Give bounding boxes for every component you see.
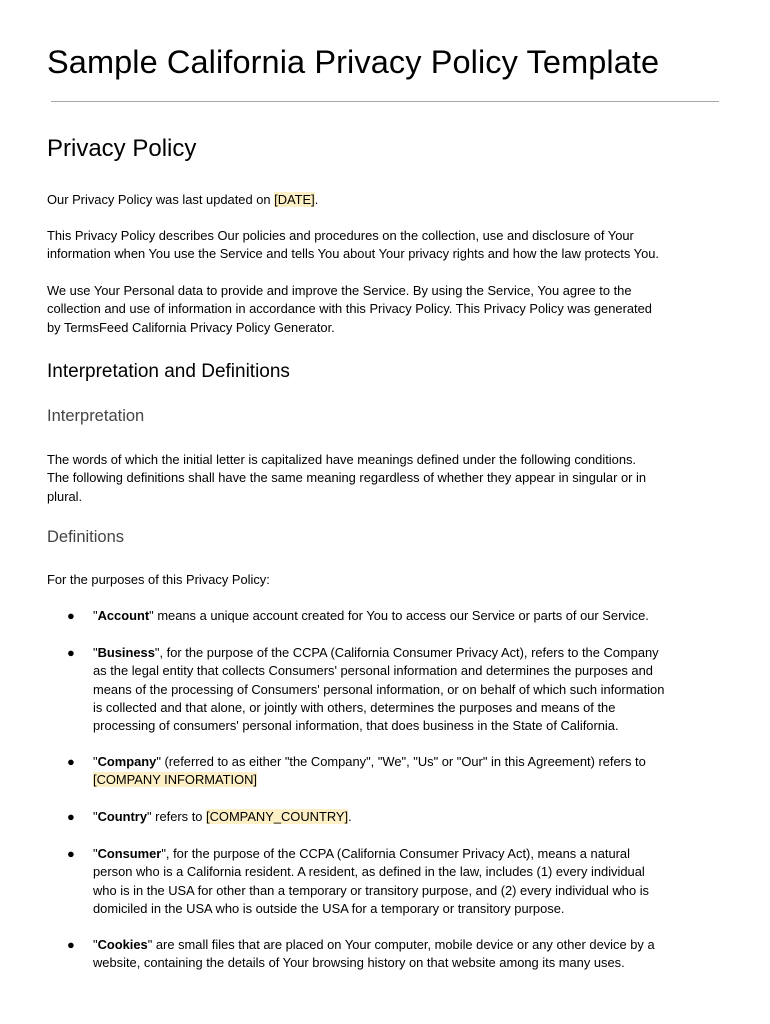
privacy-policy-heading: Privacy Policy xyxy=(47,135,197,162)
bullet-icon: ● xyxy=(67,645,75,660)
usage-line: We use Your Personal data to provide and improve the Service. By using the Service, You agree to the xyxy=(47,283,632,298)
intro-line: information when You use the Service and tells You about Your privacy rights and how the law protects You. xyxy=(47,246,659,262)
definition-line: person who is a California resident. A resident, as defined in the law, includes (1) every individual xyxy=(93,864,645,880)
intro-line: This Privacy Policy describes Our policies and procedures on the collection, use and disclosure of Your xyxy=(47,228,634,243)
last-updated-prefix: Our Privacy Policy was last updated on xyxy=(47,192,275,207)
definition-text: "Business", for the purpose of the CCPA (California Consumer Privacy Act), refers to the Company as the legal entity that collects Consumers' personal information and determines the purposes and means of the processing of Consumers' personal information, or on behalf of which such information is collected and that alone, or jointly with others, determines the purposes and means of the processing of consumers' personal information, that does business in the State of California. xyxy=(93,645,665,734)
last-updated-suffix: . xyxy=(314,192,319,207)
definition-line: ", for the purpose of the CCPA (California Consumer Privacy Act), means a natural xyxy=(161,846,630,861)
definition-text: "Company" (referred to as either "the Company", "We", "Us" or "Our" in this Agreement) refers to [COMPANY INFORMATION] xyxy=(93,754,646,788)
usage-paragraph xyxy=(47,282,652,337)
interpretation-line: The words of which the initial letter is capitalized have meanings defined under the following conditions. xyxy=(47,452,637,467)
last-updated-paragraph xyxy=(47,191,318,209)
definition-text: "Cookies" are small files that are placed on Your computer, mobile device or any other device by a website, containing the details of Your browsing history on that website among its many uses. xyxy=(93,937,655,971)
definition-term: Account xyxy=(97,608,150,623)
definition-line: processing of consumers' personal information, that does business in the State of California. xyxy=(93,718,619,734)
bullet-icon: ● xyxy=(67,608,75,623)
definition-term: Cookies xyxy=(97,937,148,952)
company-country-placeholder: [COMPANY_COUNTRY] xyxy=(206,809,349,824)
title-divider xyxy=(51,101,719,102)
definition-line: who is in the USA for other than a temporary or transitory purpose, and (2) every individual who is xyxy=(93,882,650,898)
definition-line: " means a unique account created for You to access our Service or parts of our Service. xyxy=(149,608,649,623)
definition-line: " are small files that are placed on Your computer, mobile device or any other device by a xyxy=(147,937,655,952)
definition-line: website, containing the details of Your browsing history on that website among its many uses. xyxy=(93,955,625,971)
bullet-icon: ● xyxy=(67,754,75,769)
definitions-heading: Definitions xyxy=(47,528,125,546)
definition-term: Country xyxy=(97,809,147,824)
definition-term: Business xyxy=(97,645,155,660)
company-information-placeholder: [COMPANY INFORMATION] xyxy=(93,772,258,788)
document-title: Sample California Privacy Policy Template xyxy=(47,44,660,80)
definition-text: "Country" refers to [COMPANY_COUNTRY]. xyxy=(93,809,352,824)
definition-line: ", for the purpose of the CCPA (California Consumer Privacy Act), refers to the Company xyxy=(154,645,659,660)
date-placeholder: [DATE] xyxy=(274,192,315,207)
bullet-icon: ● xyxy=(67,846,75,861)
usage-line: by TermsFeed California Privacy Policy Generator. xyxy=(47,319,335,335)
bullet-icon: ● xyxy=(67,937,75,952)
intro-paragraph xyxy=(47,227,659,264)
interpretation-heading: Interpretation xyxy=(47,407,145,425)
definition-line: is collected and that alone, or jointly with others, determines the purposes and means of the xyxy=(93,699,616,715)
definition-term: Consumer xyxy=(97,846,162,861)
definition-line: means of the processing of Consumers' personal information, or on behalf of which such information xyxy=(93,681,665,697)
interpretation-definitions-heading: Interpretation and Definitions xyxy=(47,361,290,382)
definition-text: "Consumer", for the purpose of the CCPA (California Consumer Privacy Act), means a natural person who is a California resident. A resident, as defined in the law, includes (1) every individual who is in the USA for other than a temporary or transitory purpose, and (2) every individual who is domiciled in the USA who is outside the USA for a temporary or transitory purpose. xyxy=(93,846,650,916)
interpretation-paragraph xyxy=(47,451,646,506)
definition-line: " refers to xyxy=(147,809,207,824)
interpretation-line: plural. xyxy=(47,488,83,504)
usage-line: collection and use of information in accordance with this Privacy Policy. This Privacy Policy was generated xyxy=(47,301,652,317)
definition-suffix: . xyxy=(348,809,352,824)
definition-line: domiciled in the USA who is outside the USA for a temporary or transitory purpose. xyxy=(93,900,565,916)
definition-term: Company xyxy=(97,754,157,769)
bullet-icon: ● xyxy=(67,809,75,824)
definitions-intro: For the purposes of this Privacy Policy: xyxy=(47,572,270,587)
definition-line: " (referred to as either "the Company", "We", "Us" or "Our" in this Agreement) refers to xyxy=(156,754,646,769)
definition-text: "Account" means a unique account created for You to access our Service or parts of our Service. xyxy=(93,608,649,623)
definition-line: as the legal entity that collects Consumers' personal information and determines the purposes and xyxy=(93,663,653,679)
interpretation-line: The following definitions shall have the same meaning regardless of whether they appear in singular or in xyxy=(47,470,647,486)
